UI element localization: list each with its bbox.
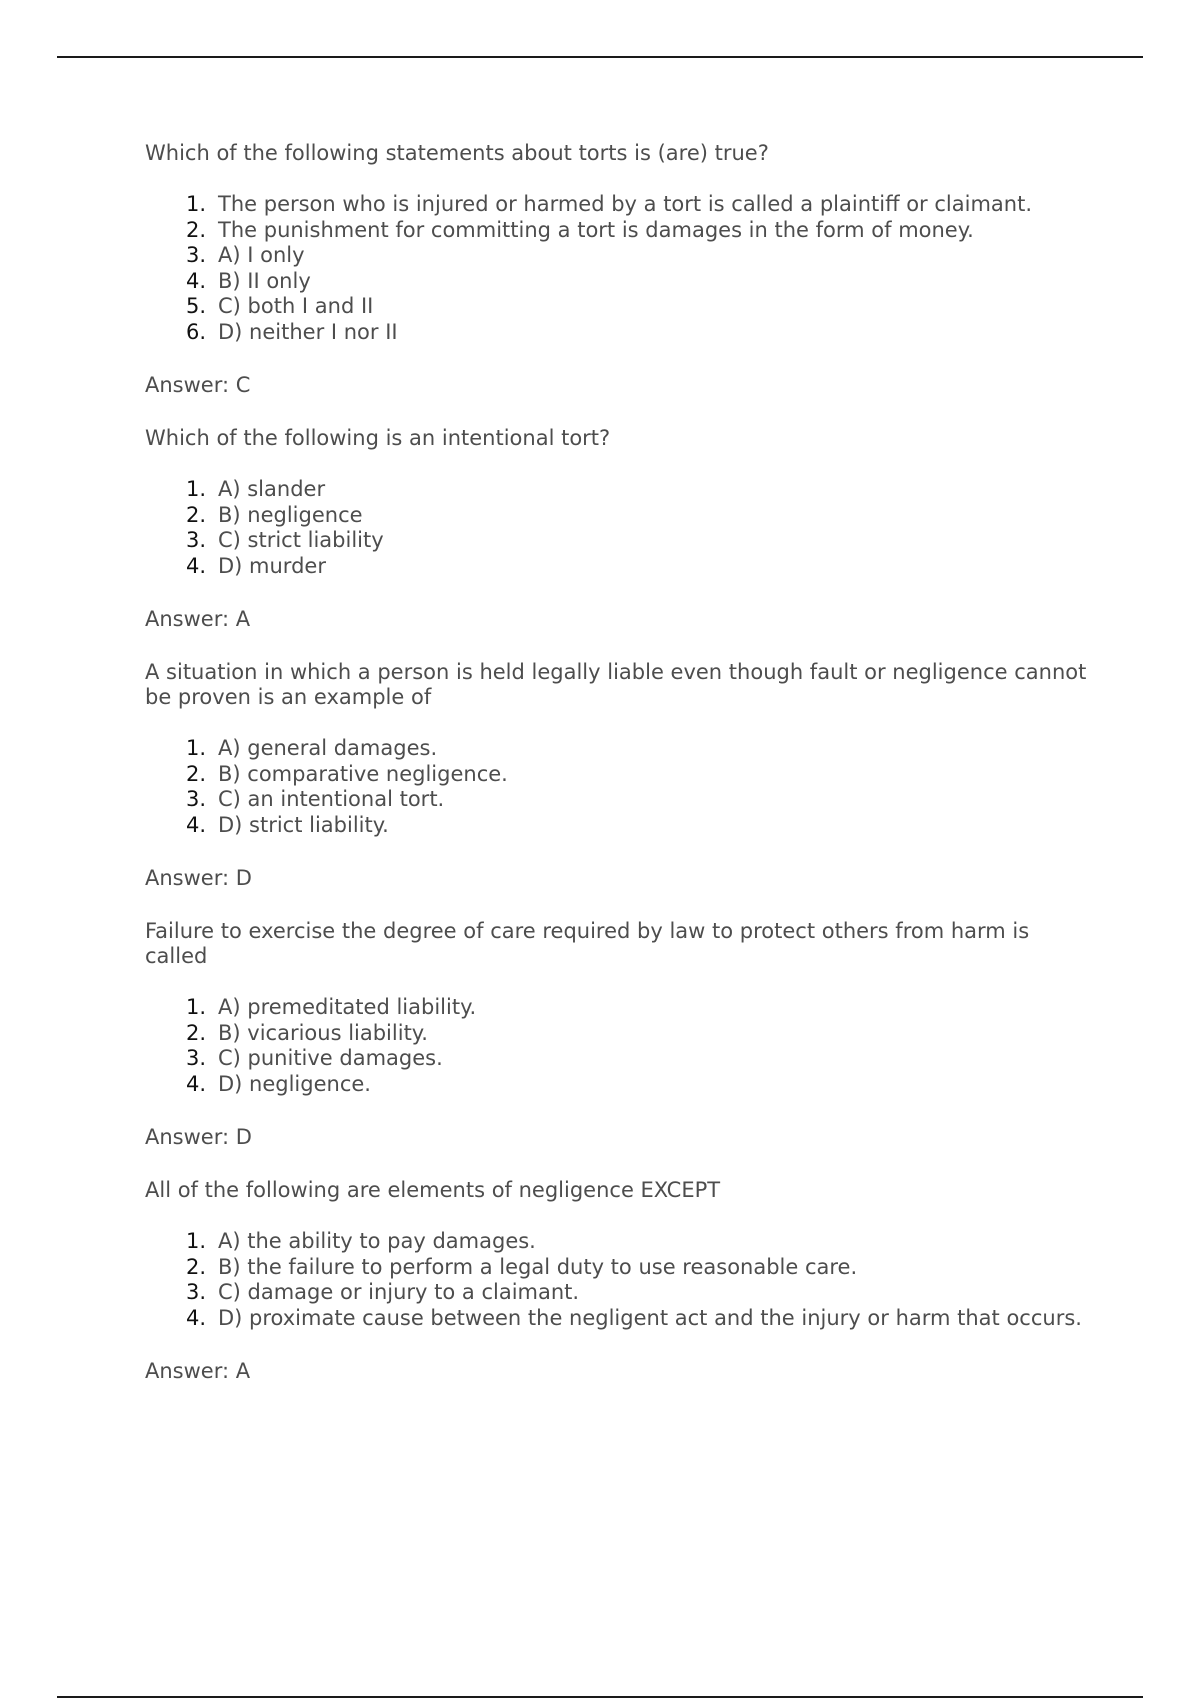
option-text: B) negligence xyxy=(218,502,363,527)
option-number: 4. xyxy=(185,1305,206,1330)
answer-text: Answer: D xyxy=(145,866,252,890)
option-text: The person who is injured or harmed by a tort is called a plaintiff or claimant. xyxy=(218,192,1032,216)
option-item xyxy=(145,503,1090,529)
bottom-rule xyxy=(57,1696,1143,1698)
option-item xyxy=(145,1072,1090,1098)
answer-text: Answer: C xyxy=(145,373,251,397)
option-item xyxy=(145,787,1090,813)
question-1 xyxy=(145,141,1090,398)
question-text: Which of the following statements about torts is (are) true? xyxy=(145,141,769,165)
option-number: 2. xyxy=(185,761,206,786)
option-number: 4. xyxy=(185,268,206,293)
option-text: D) murder xyxy=(218,553,326,578)
options-list xyxy=(145,192,1090,345)
option-item xyxy=(145,762,1090,788)
question-3 xyxy=(145,660,1090,891)
option-number: 1. xyxy=(185,477,206,501)
option-item xyxy=(145,1280,1090,1306)
option-item xyxy=(145,1306,1090,1332)
answer-text: Answer: A xyxy=(145,607,251,631)
question-text: A situation in which a person is held legally liable even though fault or negligence cannot be proven is an example of xyxy=(145,660,1087,709)
option-item xyxy=(145,554,1090,580)
option-item xyxy=(145,736,1090,762)
option-text: A) slander xyxy=(218,477,326,501)
option-text: B) vicarious liability. xyxy=(218,1020,428,1045)
option-text: D) strict liability. xyxy=(218,812,389,837)
option-item xyxy=(145,1229,1090,1255)
option-item xyxy=(145,1021,1090,1047)
option-text: C) strict liability xyxy=(218,528,384,552)
option-number: 2. xyxy=(185,1020,206,1045)
option-text: The punishment for committing a tort is damages in the form of money. xyxy=(218,217,974,242)
option-text: B) the failure to perform a legal duty to use reasonable care. xyxy=(218,1254,858,1279)
option-item xyxy=(145,320,1090,346)
options-list xyxy=(145,1229,1090,1331)
option-item xyxy=(145,477,1090,503)
option-item xyxy=(145,1255,1090,1281)
question-5 xyxy=(145,1178,1090,1384)
option-number: 1. xyxy=(185,736,206,760)
answer-text: Answer: A xyxy=(145,1359,251,1383)
option-text: C) punitive damages. xyxy=(218,1046,443,1070)
option-number: 5. xyxy=(185,294,206,318)
option-text: C) an intentional tort. xyxy=(218,787,445,811)
option-item xyxy=(145,218,1090,244)
option-item xyxy=(145,243,1090,269)
option-number: 1. xyxy=(185,995,206,1019)
option-item xyxy=(145,995,1090,1021)
option-number: 2. xyxy=(185,1254,206,1279)
option-text: D) negligence. xyxy=(218,1071,371,1096)
option-item xyxy=(145,192,1090,218)
option-number: 3. xyxy=(185,528,206,552)
option-number: 3. xyxy=(185,1046,206,1070)
top-rule xyxy=(57,56,1143,58)
option-number: 4. xyxy=(185,553,206,578)
question-text: All of the following are elements of negligence EXCEPT xyxy=(145,1178,721,1202)
option-number: 1. xyxy=(185,1229,206,1253)
option-text: B) II only xyxy=(218,268,311,293)
option-text: D) neither I nor II xyxy=(218,319,398,344)
option-number: 3. xyxy=(185,1280,206,1304)
option-number: 1. xyxy=(185,192,206,216)
option-text: A) premeditated liability. xyxy=(218,995,477,1019)
option-item xyxy=(145,1046,1090,1072)
option-number: 6. xyxy=(185,319,206,344)
option-text: A) I only xyxy=(218,243,305,267)
question-4 xyxy=(145,919,1090,1150)
option-text: A) general damages. xyxy=(218,736,438,760)
options-list xyxy=(145,477,1090,579)
option-number: 3. xyxy=(185,243,206,267)
option-text: C) both I and II xyxy=(218,294,374,318)
question-text: Which of the following is an intentional tort? xyxy=(145,426,611,450)
document-body xyxy=(145,141,1090,1412)
option-text: A) the ability to pay damages. xyxy=(218,1229,536,1253)
option-item xyxy=(145,813,1090,839)
question-text: Failure to exercise the degree of care required by law to protect others from harm is called xyxy=(145,919,1030,968)
option-text: D) proximate cause between the negligent act and the injury or harm that occurs. xyxy=(218,1305,1082,1330)
options-list xyxy=(145,995,1090,1097)
question-2 xyxy=(145,426,1090,632)
option-text: B) comparative negligence. xyxy=(218,761,508,786)
option-item xyxy=(145,269,1090,295)
option-number: 3. xyxy=(185,787,206,811)
option-number: 4. xyxy=(185,1071,206,1096)
answer-text: Answer: D xyxy=(145,1125,252,1149)
option-item xyxy=(145,294,1090,320)
options-list xyxy=(145,736,1090,838)
option-number: 4. xyxy=(185,812,206,837)
option-number: 2. xyxy=(185,502,206,527)
option-item xyxy=(145,528,1090,554)
option-text: C) damage or injury to a claimant. xyxy=(218,1280,580,1304)
option-number: 2. xyxy=(185,217,206,242)
